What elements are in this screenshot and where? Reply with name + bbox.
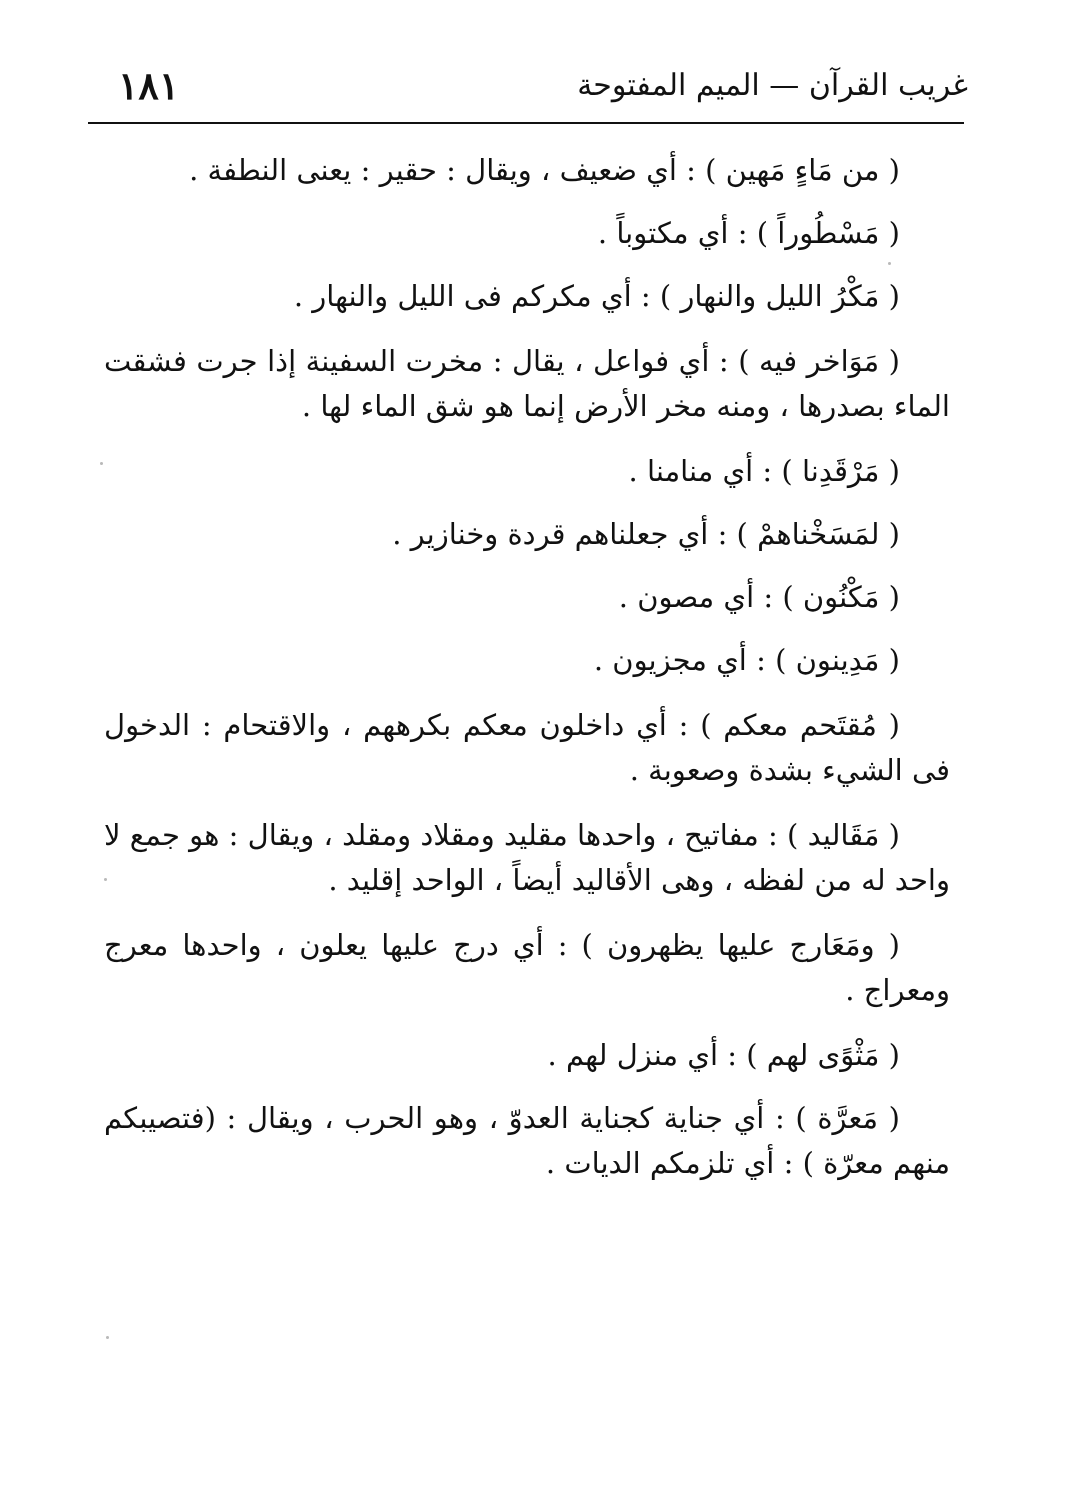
glossary-entry: ( مَدِينون ) : أي مجزيون . [593, 643, 900, 677]
glossary-entry: ( مَثْوًى لهم ) : أي منزل لهم . [547, 1038, 900, 1072]
glossary-entry: ( مُقتَحم معكم ) : أي داخلون معكم بكرههم ، والاقتحام : الدخول فى الشيء بشدة وصعوبة . [104, 708, 950, 787]
glossary-entry: ( مَعرَّة ) : أي جناية كجناية العدوّ ، وهو الحرب ، ويقال : (فتصيبكم منهم معرّة ) : أي تلزمكم الديات . [104, 1101, 950, 1180]
glossary-body [104, 148, 950, 1206]
page-number: ١٨١ [118, 63, 180, 108]
glossary-entry: ( مَكْنُون ) : أي مصون . [618, 580, 900, 614]
page-header [88, 58, 968, 110]
scan-speck [100, 462, 103, 465]
header-rule [88, 122, 964, 124]
glossary-entry: ( ومَعَارج عليها يظهرون ) : أي درج عليها يعلون ، واحدها معرج ومعراج . [104, 928, 950, 1007]
glossary-entry: ( مَكْرُ الليل والنهار ) : أي مكركم فى الليل والنهار . [293, 279, 900, 313]
glossary-entry: ( من مَاءٍ مَهين ) : أي ضعيف ، ويقال : حقير : يعنى النطفة . [189, 153, 900, 187]
glossary-entry: ( مَسْطُوراً ) : أي مكتوباً . [597, 216, 900, 250]
running-title: غريب القرآن — الميم المفتوحة [577, 68, 968, 103]
scan-speck [104, 878, 107, 881]
glossary-entry: ( لمَسَخْناهمْ ) : أي جعلناهم قردة وخنازير . [392, 517, 900, 551]
scan-speck [106, 1336, 109, 1339]
glossary-entry: ( مَقَاليد ) : مفاتيح ، واحدها مقليد ومقلاد ومقلد ، ويقال : هو جمع لا واحد له من لفظه ، وهى الأقاليد أيضاً ، الواحد إقليد . [104, 818, 950, 897]
glossary-entry: ( مَرْقَدِنا ) : أي منامنا . [628, 454, 900, 488]
scan-speck [888, 262, 891, 265]
glossary-entry: ( مَوَاخر فيه ) : أي فواعل ، يقال : مخرت السفينة إذا جرت فشقت الماء بصدرها ، ومنه مخر الأرض إنما هو شق الماء لها . [104, 344, 950, 423]
